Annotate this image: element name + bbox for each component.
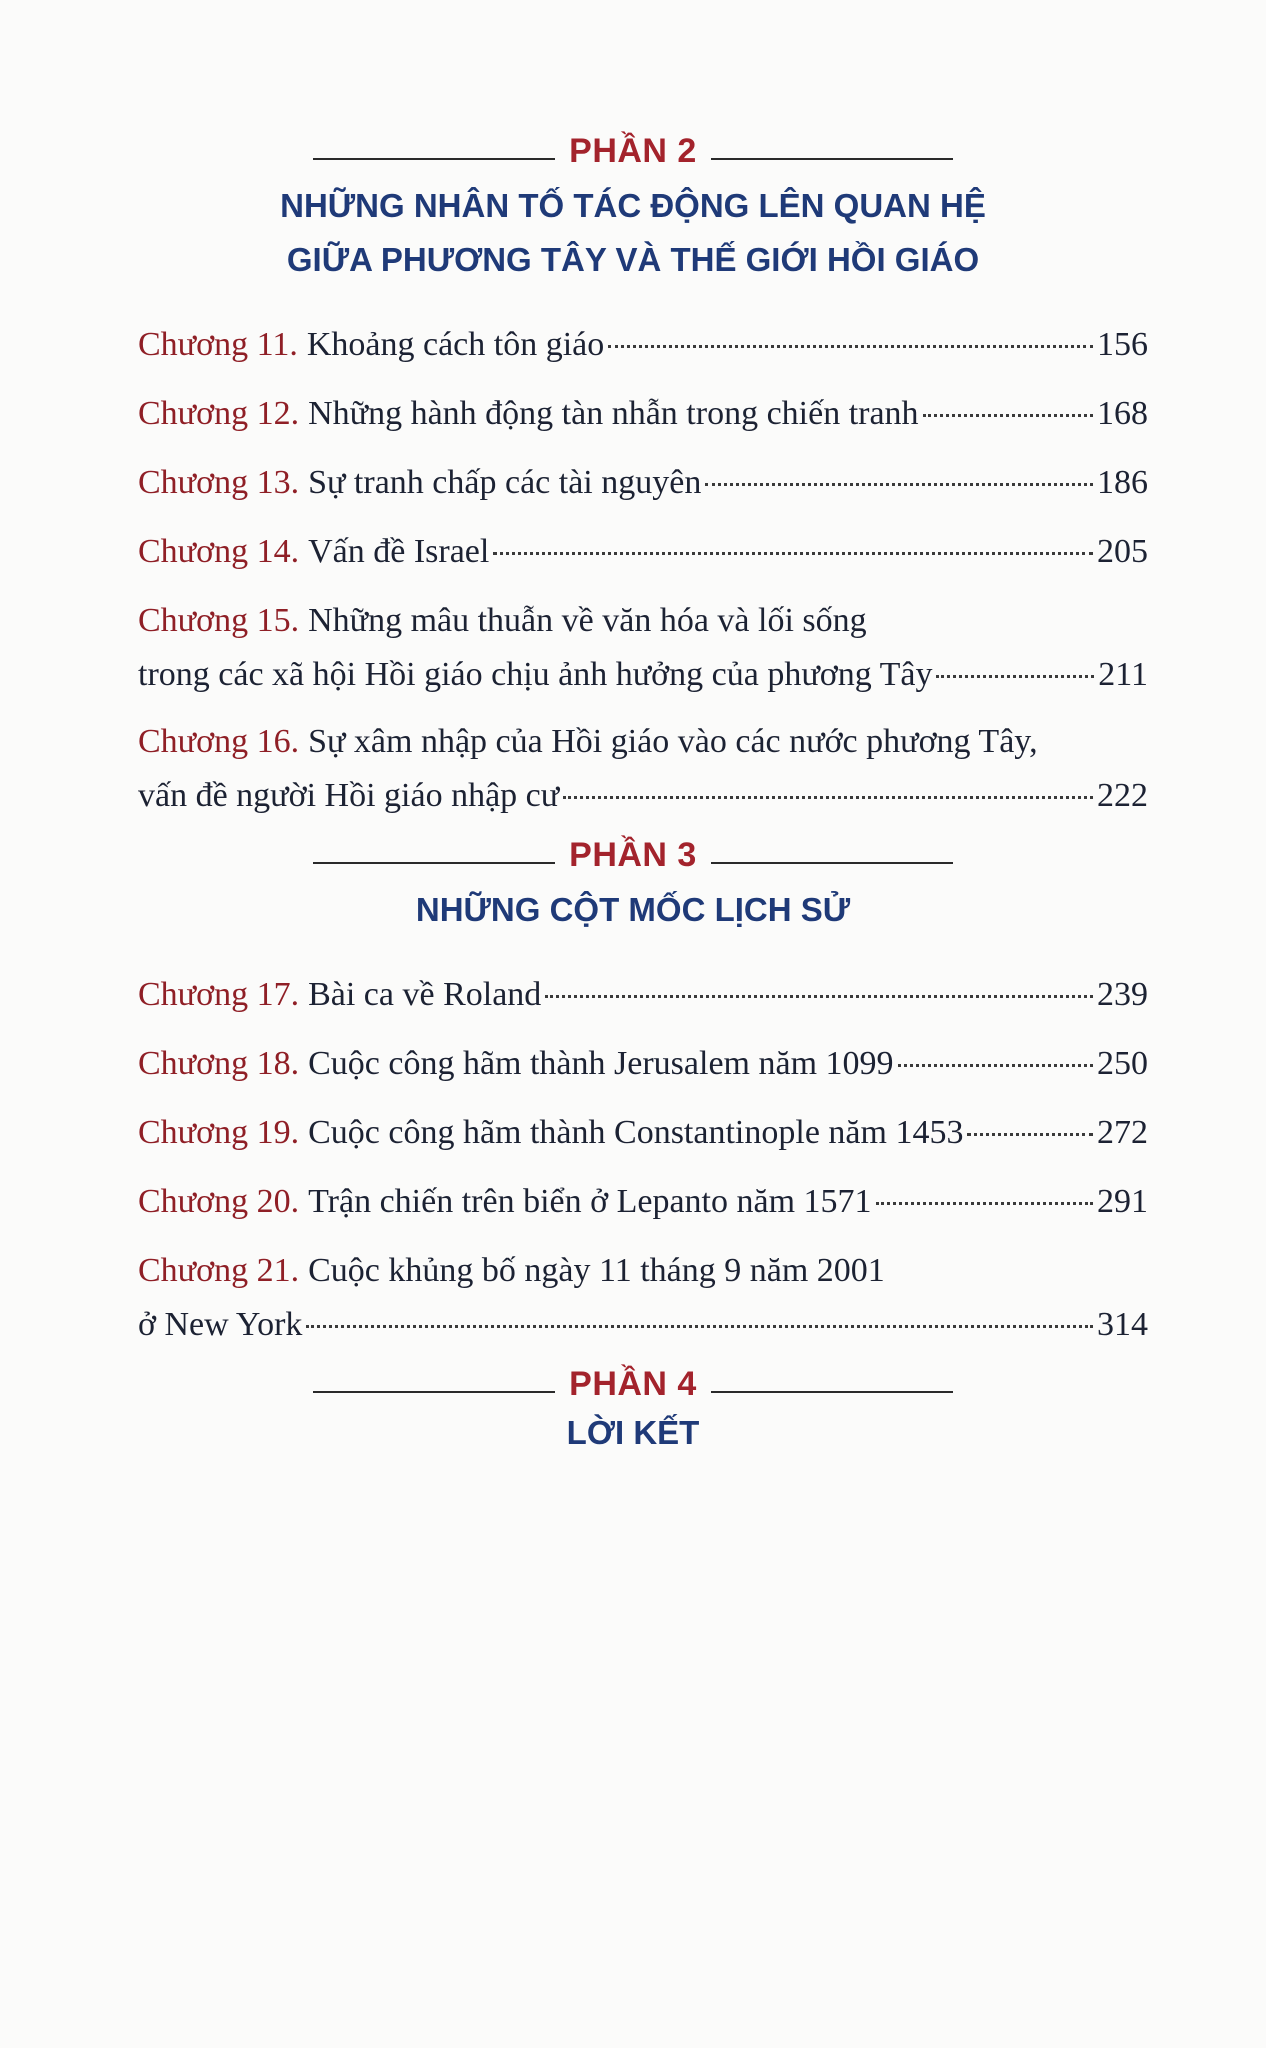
toc-entry-chapter-16[interactable]: Chương 16. Sự xâm nhập của Hồi giáo vào các nước phương Tây, vấn đề người Hồi giáo nhập cư 222 <box>138 715 1148 823</box>
dot-leader <box>608 345 1093 348</box>
toc-entry-chapter-20[interactable]: Chương 20. Trận chiến trên biển ở Lepanto năm 1571 291 <box>138 1175 1148 1229</box>
divider-rule <box>313 158 555 160</box>
page-number: 222 <box>1097 777 1148 814</box>
dot-leader <box>306 1325 1093 1328</box>
part-title: NHỮNG CỘT MỐC LỊCH SỬ <box>415 891 851 928</box>
dot-leader <box>705 483 1093 486</box>
part-label: PHẦN 2 <box>569 132 697 170</box>
page-number: 186 <box>1097 464 1148 501</box>
dot-leader <box>876 1202 1093 1205</box>
page-number: 314 <box>1097 1306 1148 1343</box>
dot-leader <box>936 675 1094 678</box>
divider-rule <box>313 1391 555 1393</box>
part-title[interactable]: LỜI KẾT <box>566 1414 700 1451</box>
toc-entry-chapter-18[interactable]: Chương 18. Cuộc công hãm thành Jerusalem năm 1099 250 <box>138 1037 1148 1091</box>
dot-leader <box>967 1133 1093 1136</box>
dot-leader <box>563 796 1093 799</box>
dot-leader <box>493 552 1093 555</box>
page-number: 156 <box>1097 326 1148 363</box>
page-number: 205 <box>1097 533 1148 570</box>
divider-rule <box>313 862 555 864</box>
divider-rule <box>711 862 953 864</box>
page-number: 272 <box>1097 1114 1148 1151</box>
dot-leader <box>923 414 1093 417</box>
dot-leader <box>898 1064 1093 1067</box>
divider-rule <box>711 158 953 160</box>
part-2-header <box>0 132 1266 287</box>
dot-leader <box>545 995 1093 998</box>
page-number: 211 <box>1098 656 1148 693</box>
toc-entry-chapter-17[interactable]: Chương 17. Bài ca về Roland 239 <box>138 968 1148 1022</box>
toc-entry-chapter-15[interactable]: Chương 15. Những mâu thuẫn về văn hóa và lối sống trong các xã hội Hồi giáo chịu ảnh hưởng của phương Tây 211 <box>138 594 1148 702</box>
toc-entry-chapter-11[interactable]: Chương 11. Khoảng cách tôn giáo 156 <box>138 318 1148 372</box>
toc-entry-chapter-12[interactable]: Chương 12. Những hành động tàn nhẫn trong chiến tranh 168 <box>138 387 1148 441</box>
part-3-header <box>0 836 1266 937</box>
toc-entry-chapter-19[interactable]: Chương 19. Cuộc công hãm thành Constantinople năm 1453 272 <box>138 1106 1148 1160</box>
part-label: PHẦN 4 <box>569 1365 697 1403</box>
toc-entry-chapter-13[interactable]: Chương 13. Sự tranh chấp các tài nguyên 186 <box>138 456 1148 510</box>
toc-entry-chapter-14[interactable]: Chương 14. Vấn đề Israel 205 <box>138 525 1148 579</box>
toc-entry-chapter-21[interactable]: Chương 21. Cuộc khủng bố ngày 11 tháng 9 năm 2001 ở New York 314 <box>138 1244 1148 1352</box>
page-number: 239 <box>1097 976 1148 1013</box>
page-number: 291 <box>1097 1183 1148 1220</box>
divider-rule <box>711 1391 953 1393</box>
page-number: 168 <box>1097 395 1148 432</box>
part-label: PHẦN 3 <box>569 836 697 874</box>
part-title: NHỮNG NHÂN TỐ TÁC ĐỘNG LÊN QUAN HỆ GIỮA PHƯƠNG TÂY VÀ THẾ GIỚI HỒI GIÁO <box>280 187 986 278</box>
page-number: 250 <box>1097 1045 1148 1082</box>
part-4-header <box>0 1365 1266 1460</box>
